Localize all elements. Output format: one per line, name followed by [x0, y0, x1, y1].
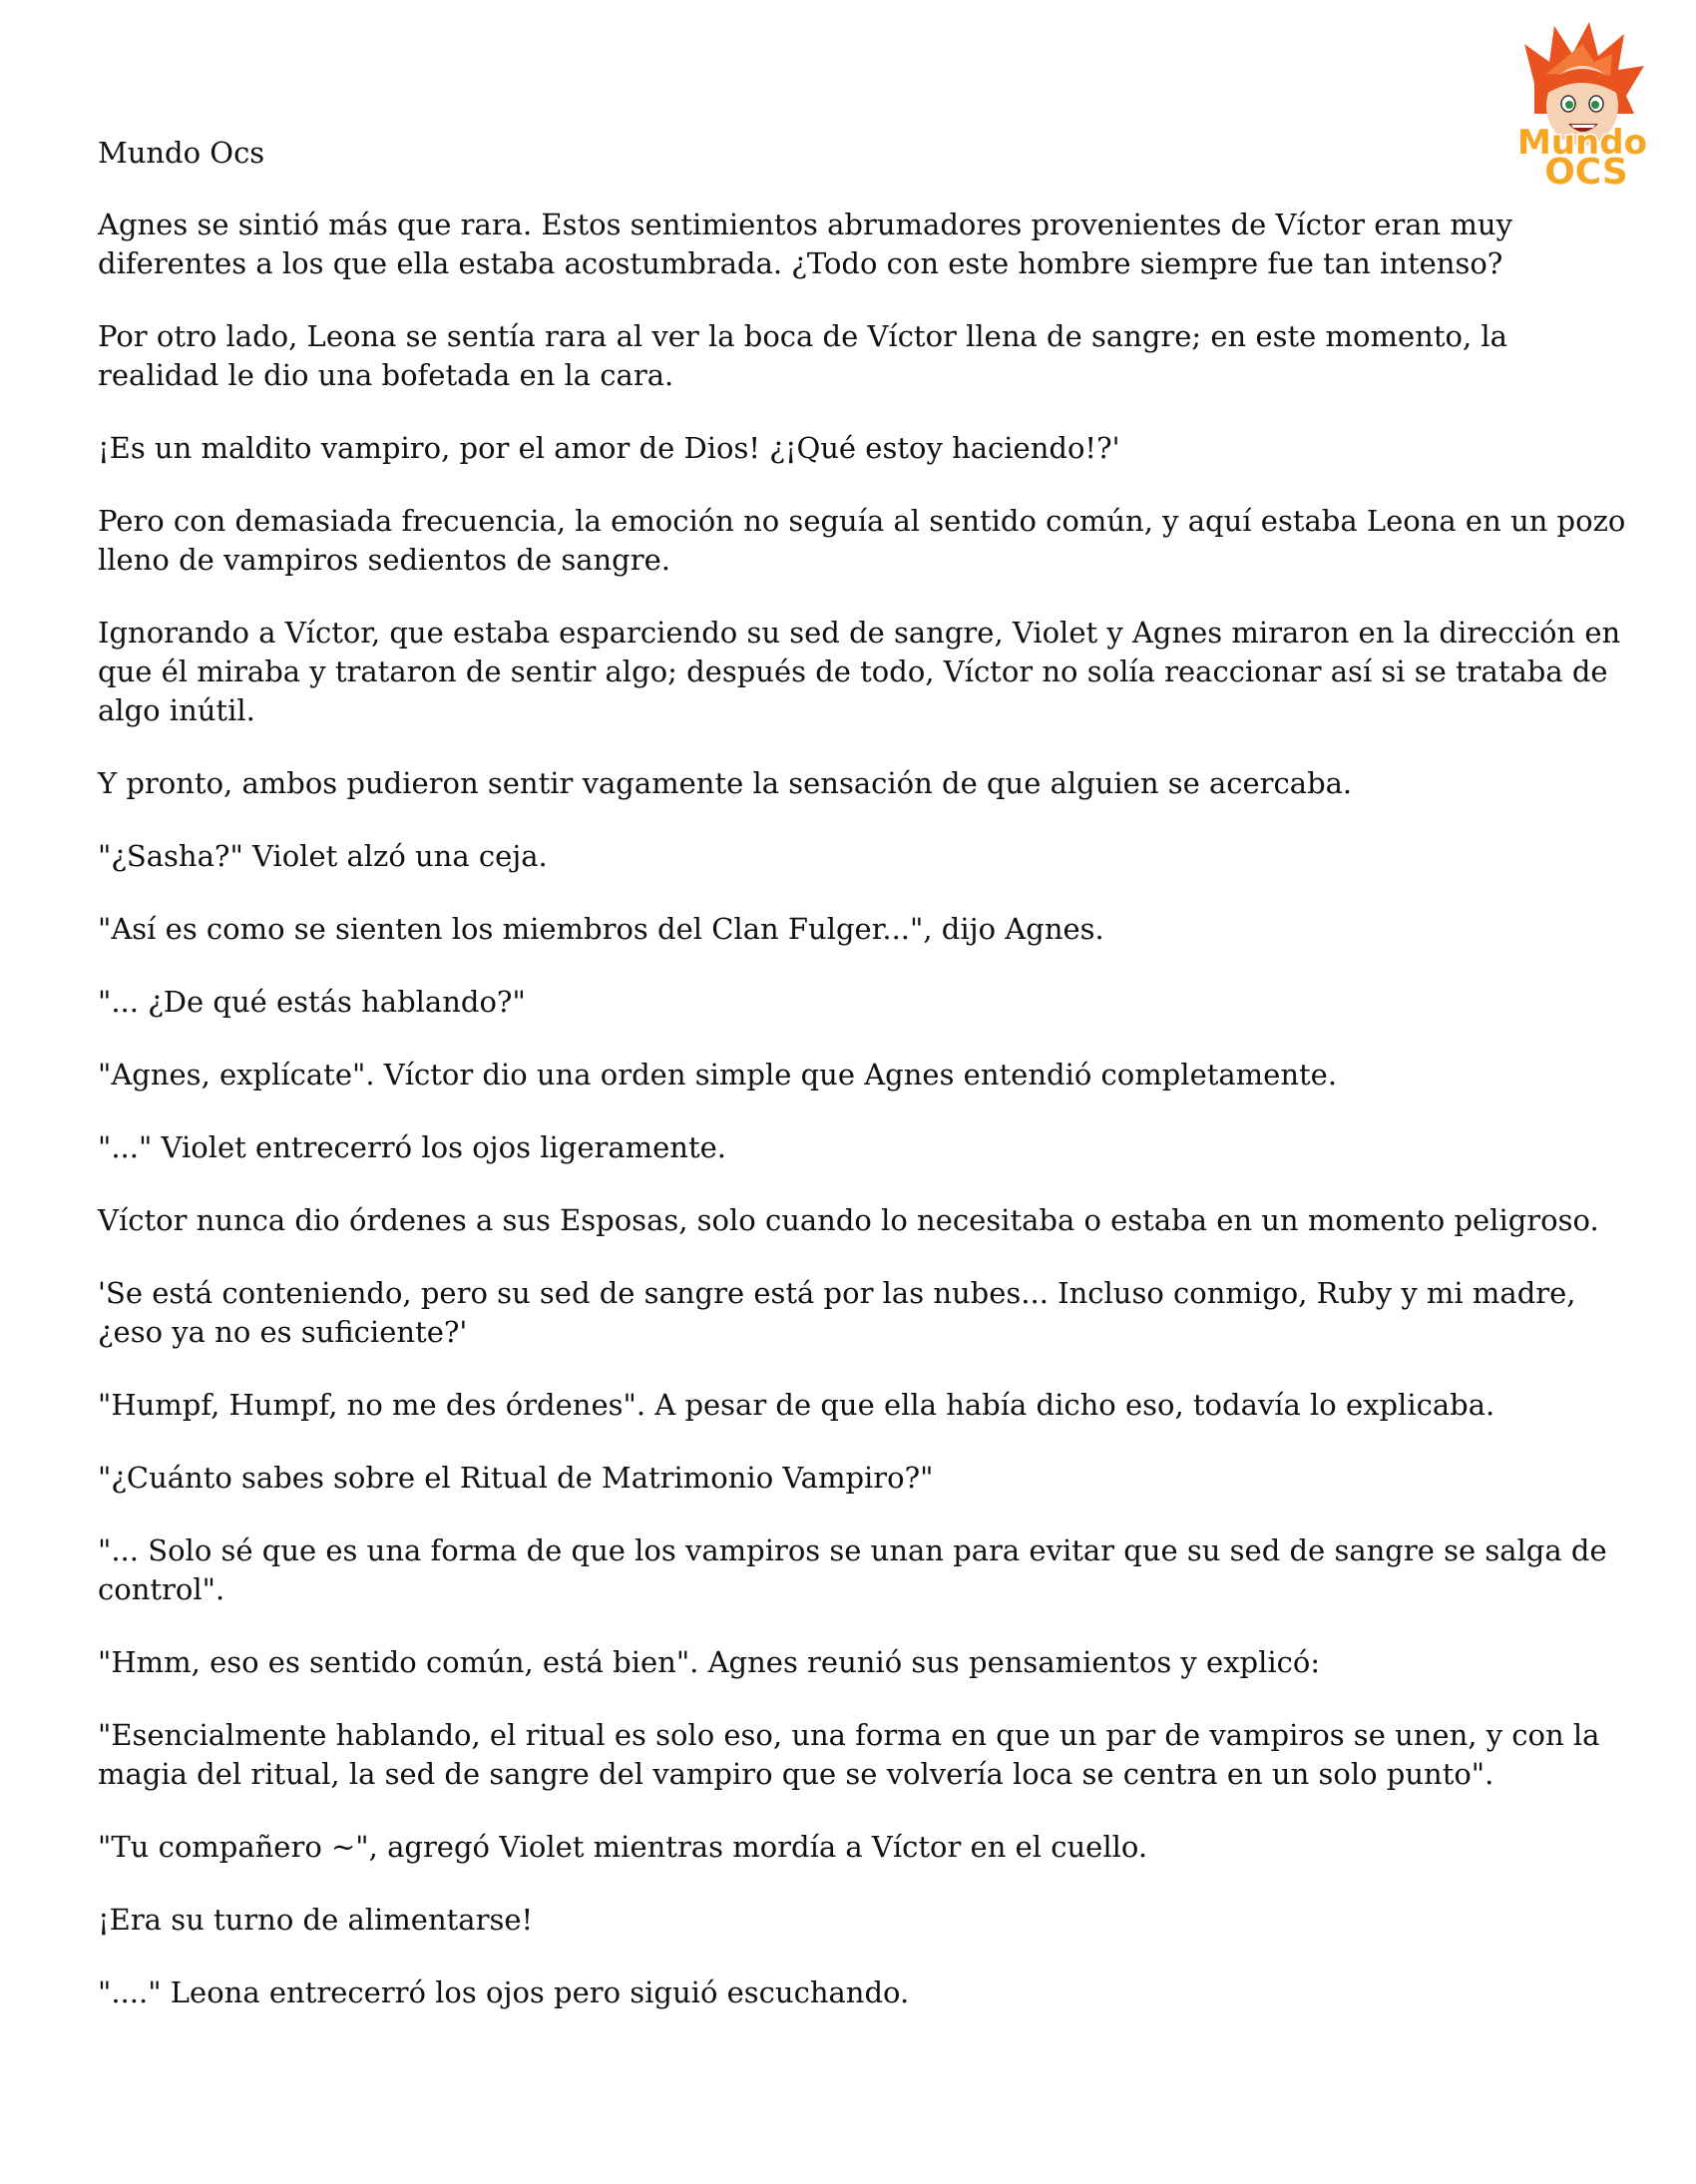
paragraph: "¿Sasha?" Violet alzó una ceja.: [98, 839, 548, 873]
mundo-ocs-logo: [1494, 14, 1670, 190]
paragraph: ¡Era su turno de alimentarse!: [98, 1903, 534, 1937]
paragraph: 'Se está conteniendo, pero su sed de sangre está por las nubes... Incluso conmigo, Ruby y mi madre, ¿eso ya no es suficiente?': [98, 1276, 1576, 1349]
document-heading: Mundo Ocs: [98, 136, 265, 170]
logo-text-line1: Mundo: [1517, 123, 1647, 163]
paragraph: Por otro lado, Leona se sentía rara al ver la boca de Víctor llena de sangre; en este momento, la realidad le dio una bofetada en la cara.: [98, 319, 1507, 392]
paragraph: Y pronto, ambos pudieron sentir vagamente la sensación de que alguien se acercaba.: [98, 766, 1353, 800]
paragraph: "Agnes, explícate". Víctor dio una orden simple que Agnes entendió completamente.: [98, 1058, 1338, 1092]
paragraph: ¡Es un maldito vampiro, por el amor de Dios! ¿¡Qué estoy haciendo!?': [98, 431, 1120, 465]
paragraph: "Hmm, eso es sentido común, está bien". Agnes reunió sus pensamientos y explicó:: [98, 1645, 1321, 1679]
paragraph: Pero con demasiada frecuencia, la emoción no seguía al sentido común, y aquí estaba Leona en un pozo lleno de vampiros sedientos de sangre.: [98, 504, 1626, 577]
paragraph: Ignorando a Víctor, que estaba esparciendo su sed de sangre, Violet y Agnes miraron en la dirección en que él miraba y trataron de sentir algo; después de todo, Víctor no solía reaccionar así si se trataba de algo inútil.: [98, 616, 1621, 727]
paragraph: "... ¿De qué estás hablando?": [98, 985, 526, 1019]
paragraph: "Así es como se sienten los miembros del Clan Fulger...", dijo Agnes.: [98, 912, 1104, 946]
paragraph: "Tu compañero ~", agregó Violet mientras mordía a Víctor en el cuello.: [98, 1830, 1148, 1864]
paragraph: "Humpf, Humpf, no me des órdenes". A pesar de que ella había dicho eso, todavía lo explicaba.: [98, 1388, 1495, 1422]
paragraph: "..." Violet entrecerró los ojos ligeramente.: [98, 1130, 726, 1164]
document-body: [98, 206, 1634, 2046]
paragraph: Víctor nunca dio órdenes a sus Esposas, solo cuando lo necesitaba o estaba en un momento peligroso.: [98, 1203, 1599, 1237]
paragraph: Agnes se sintió más que rara. Estos sentimientos abrumadores provenientes de Víctor eran muy diferentes a los que ella estaba acostumbrada. ¿Todo con este hombre siempre fue tan intenso?: [98, 208, 1512, 280]
paragraph: "Esencialmente hablando, el ritual es solo eso, una forma en que un par de vampiros se unen, y con la magia del ritual, la sed de sangre del vampiro que se volvería loca se centra en un solo punto".: [98, 1718, 1600, 1791]
paragraph: "¿Cuánto sabes sobre el Ritual de Matrimonio Vampiro?": [98, 1461, 934, 1495]
paragraph: "...." Leona entrecerró los ojos pero siguió escuchando.: [98, 1975, 910, 2009]
paragraph: "... Solo sé que es una forma de que los vampiros se unan para evitar que su sed de sangre se salga de control".: [98, 1533, 1607, 1606]
logo-text-line2: OCS: [1544, 152, 1628, 190]
